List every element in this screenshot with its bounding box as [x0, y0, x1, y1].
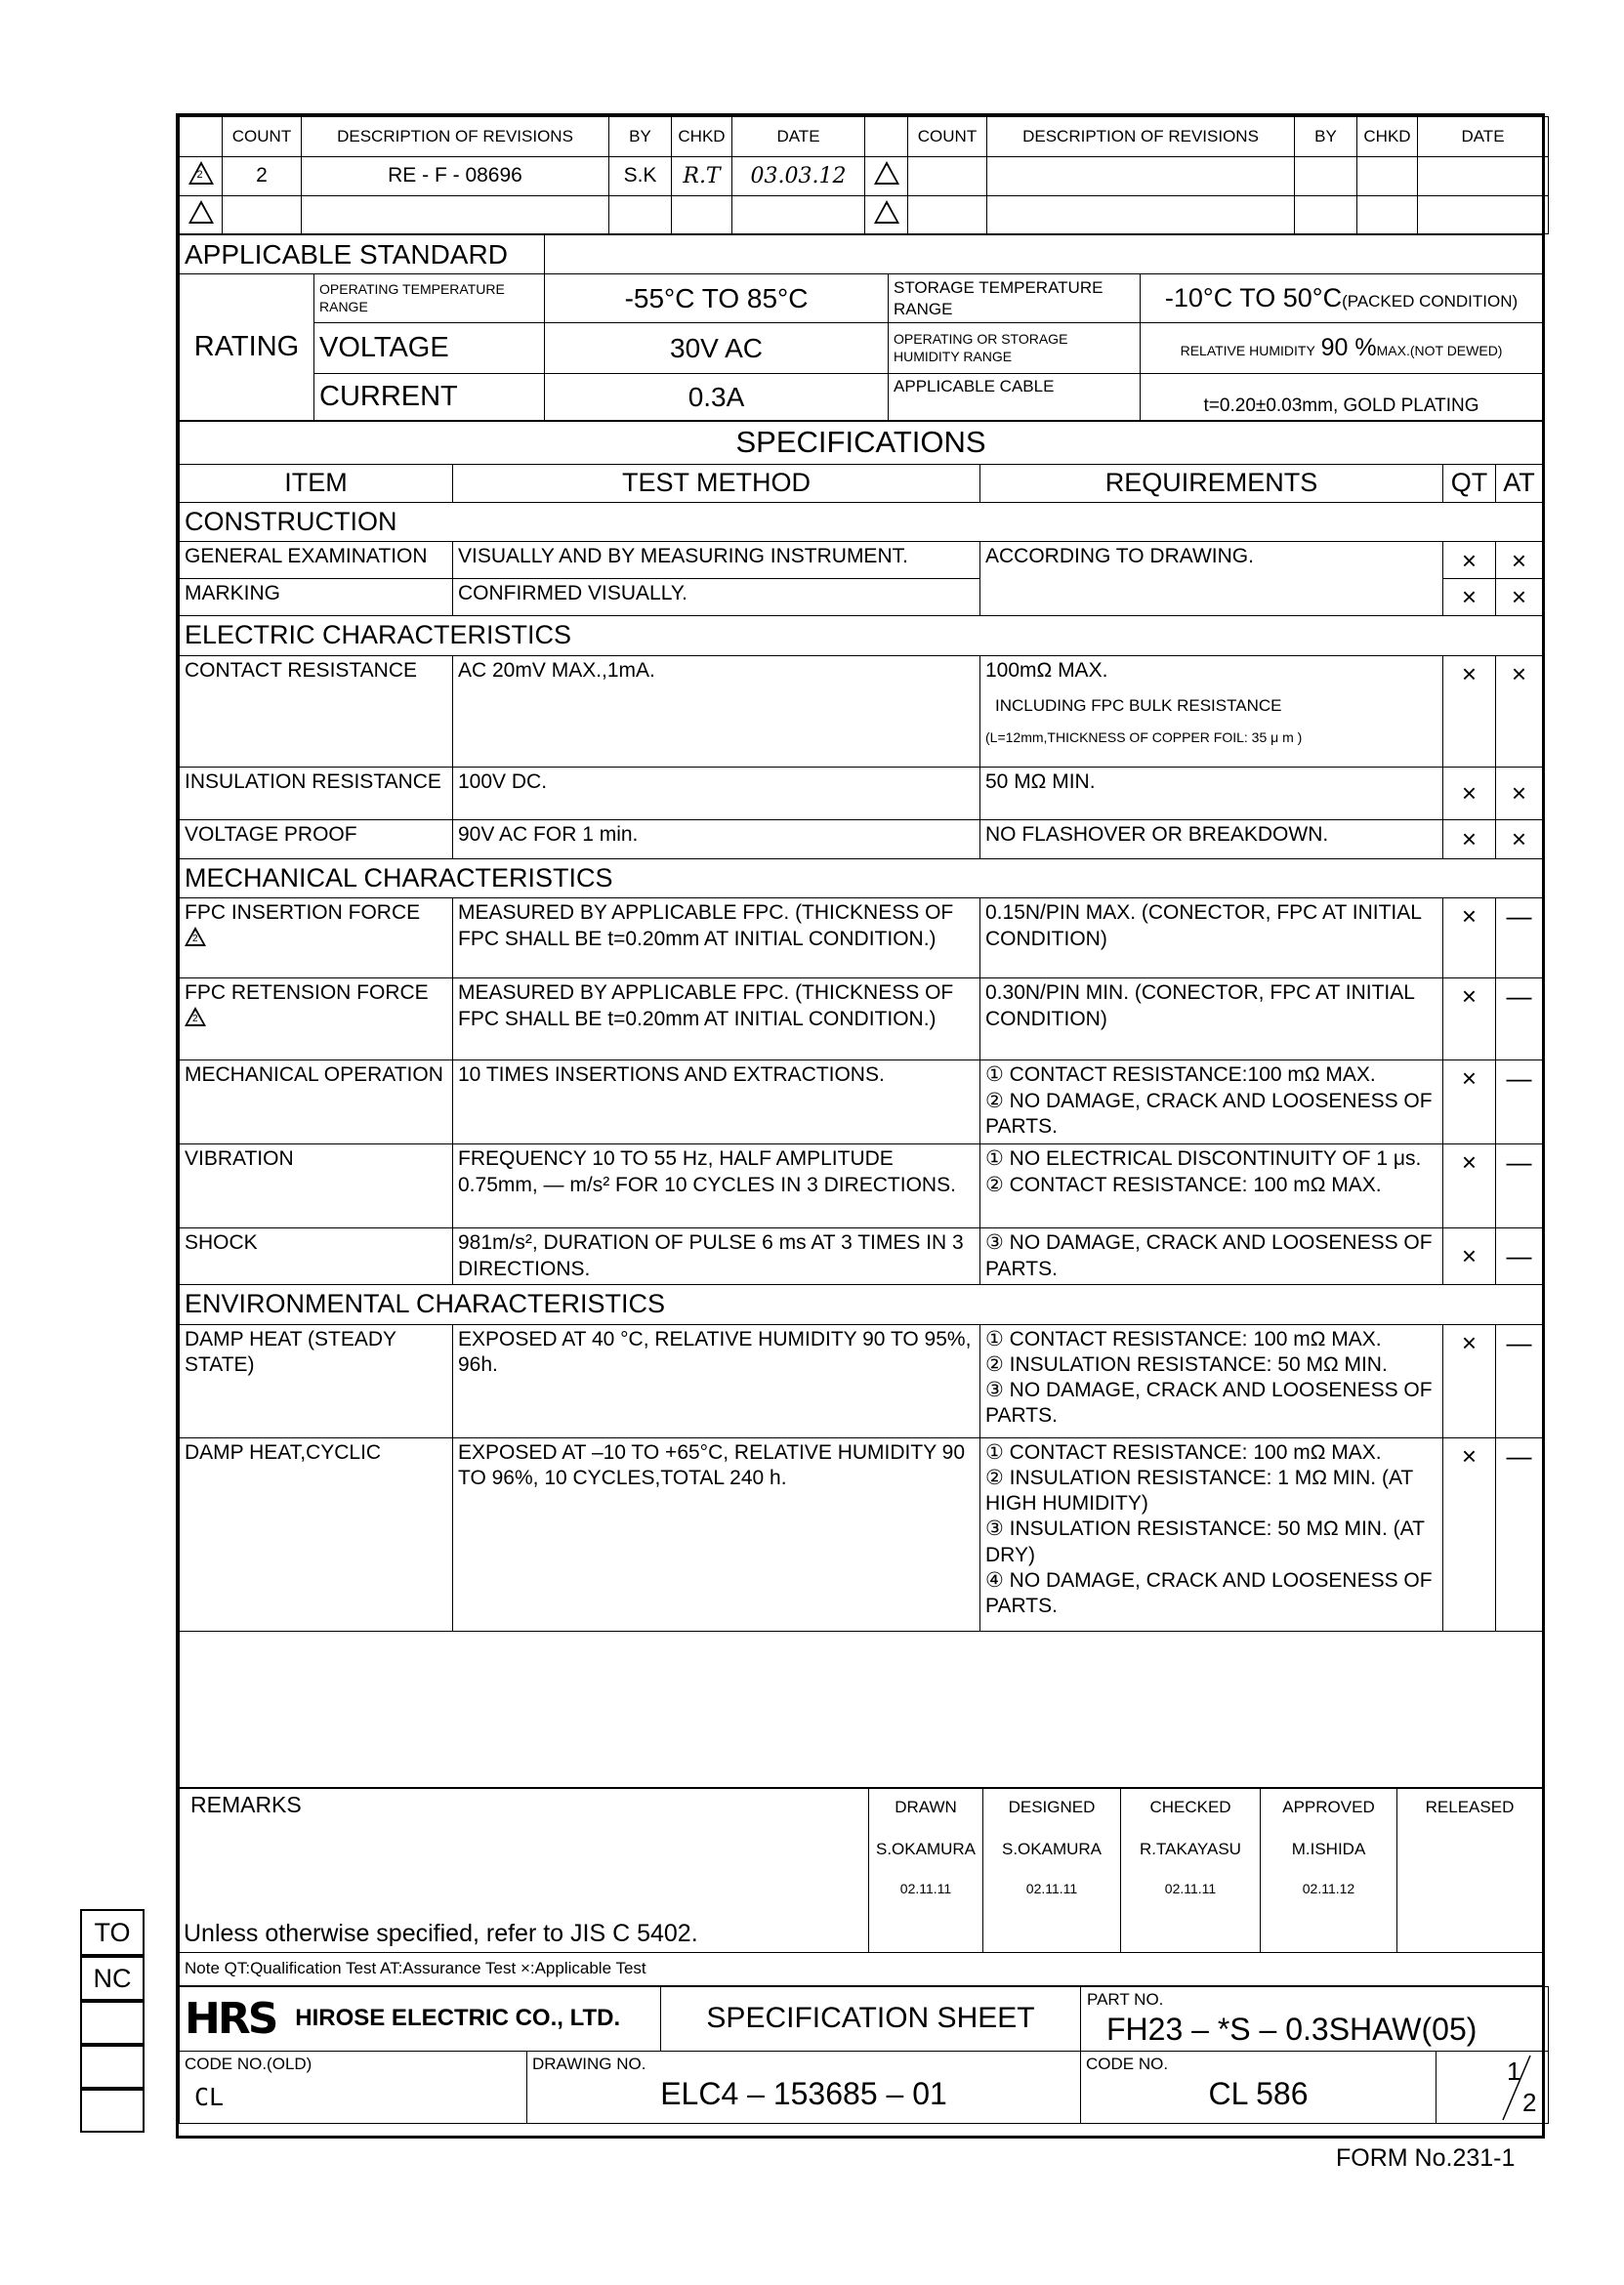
specifications-title: SPECIFICATIONS — [180, 422, 1543, 465]
specifications-table: SPECIFICATIONS ITEM TEST METHOD REQUIREMENTS QT AT CONSTRUCTION GENERAL EXAMINATION VISUALLY AND BY MEASURING INSTRUMENT. ACCORDING TO DRAWING. × × MARKING CONFIRMED VISUALLY. × × ELECTRIC CHARACTERISTICS CONTACT RESISTANCE AC 20mV MAX.,1mA. 100mΩ MAX. INCLUDING FPC BULK RESISTANCE (L=12mm,THICKNESS OF COPPER FOIL: 35 μ m ) × × INSULATION RESISTANCE 100V DC. 50 MΩ MIN. × × VOLTAGE PROOF 90V AC FOR 1 min. NO FLASHOVER OR BREAKDOWN. × × MECHANICAL CHARACTERISTICS FPC INSERTION FORCE 2 MEASURED BY APPLICABLE FPC. (THICKNESS OF FPC SHALL BE t=0.20mm AT INITIAL CONDITION.) 0.15N/PIN MAX. (CONECTOR, FPC AT INITIAL CONDITION) × — FPC RETENSION FORCE 2 MEASURED BY APPLICABLE FPC. (THICKNESS OF FPC SHALL BE t=0.20mm AT INITIAL CONDITION.) 0.30N/PIN MIN. (CONECTOR, FPC AT INITIAL CONDITION) × — MECHANICAL OPERATION 10 TIMES INSERTIONS AND EXTRACTIONS. ① CONTACT RESISTANCE:100 mΩ MAX. ② NO DAMAGE, CRACK AND LOOSENESS OF PARTS. × — VIBRATION FREQUENCY 10 TO 55 Hz, HALF AMPLITUDE 0.75mm, — m/s² FOR 10 CYCLES IN 3 DIRECTIONS. ① NO ELECTRICAL DISCONTINUITY OF 1 μs. ② CONTACT RESISTANCE: 100 mΩ MAX. × — SHOCK 981m/s², DURATION OF PULSE 6 ms AT 3 TIMES IN 3 DIRECTIONS. ③ NO DAMAGE, CRACK AND LOOSENESS OF PARTS. × — ENVIRONMENTAL CHARACTERISTICS DAMP HEAT (STEADY STATE) EXPOSED AT 40 °C, RELATIVE HUMIDITY 90 TO 95%, 96h. ① CONTACT RESISTANCE: 100 mΩ MAX. ② INSULATION RESISTANCE: 50 MΩ MIN. ③ NO DAMAGE, CRACK AND LOOSENESS OF PARTS. × — DAMP HEAT,CYCLIC EXPOSED AT –10 TO +65°C, RELATIVE HUMIDITY 90 TO 96%, 10 CYCLES,TOTAL 240 h. ① CONTACT RESISTANCE: 100 mΩ MAX. ② INSULATION RESISTANCE: 1 MΩ MIN. (AT HIGH HUMIDITY) ③ INSULATION RESISTANCE: 50 MΩ MIN. (AT DRY) ④ NO DAMAGE, CRACK AND LOOSENESS OF PARTS. × — — [179, 421, 1543, 1788]
rating-label: RATING — [180, 274, 314, 421]
qt-mark: × — [1443, 542, 1496, 579]
storage-temp-value: -10°C TO 50°C — [1164, 282, 1343, 312]
qt-mark: × — [1443, 978, 1496, 1060]
doc-type: SPECIFICATION SHEET — [661, 1986, 1081, 2051]
side-box-empty — [80, 2045, 145, 2089]
req-vibration: ① NO ELECTRICAL DISCONTINUITY OF 1 μs. — [985, 1147, 1422, 1171]
side-box-empty — [80, 2001, 145, 2045]
req-fpc-insertion-force: 0.15N/PIN MAX. (CONECTOR, FPC AT INITIAL CONDITION) — [980, 898, 1443, 978]
rev-header-description: DESCRIPTION OF REVISIONS — [987, 117, 1295, 157]
method-marking: CONFIRMED VISUALLY. — [453, 579, 980, 616]
at-mark: — — [1496, 1060, 1543, 1144]
col-qt: QT — [1443, 464, 1496, 502]
rev-header-by: BY — [1295, 117, 1357, 157]
code-old: CL — [194, 2083, 225, 2111]
qt-mark: × — [1443, 1437, 1496, 1631]
title-block — [179, 1986, 1549, 2124]
page-total: 2 — [1522, 2087, 1537, 2117]
revision-table — [179, 116, 1549, 234]
drawn-date: 02.11.11 — [899, 1881, 952, 1896]
qt-mark: × — [1443, 1228, 1496, 1285]
method-damp-heat: EXPOSED AT 40 °C, RELATIVE HUMIDITY 90 TO 95%, 96h. — [453, 1324, 980, 1437]
code-old-label: CODE NO.(OLD) — [185, 2054, 312, 2073]
cable-label: APPLICABLE CABLE — [889, 374, 1141, 421]
rev-header-count: COUNT — [908, 117, 987, 157]
part-no-label: PART NO. — [1087, 1989, 1164, 2009]
designed-name: S.OKAMURA — [1001, 1839, 1103, 1858]
part-no: FH23 – *S – 0.3SHAW(05) — [1106, 2011, 1478, 2047]
revision-triangle-icon: 2 — [188, 161, 214, 185]
remarks-approval-table — [179, 1788, 1543, 1986]
drawn-name: S.OKAMURA — [875, 1839, 977, 1858]
remarks-jis-note: Unless otherwise specified, refer to JIS C 5402. — [184, 1920, 698, 1948]
at-mark: — — [1496, 1437, 1543, 1631]
item-voltage-proof: VOLTAGE PROOF — [180, 819, 453, 858]
at-mark: × — [1496, 579, 1543, 616]
rev-header-by: BY — [609, 117, 672, 157]
op-temp-value: -55°C TO 85°C — [545, 274, 889, 323]
voltage-value: 30V AC — [545, 323, 889, 374]
rev-header-chkd: CHKD — [672, 117, 732, 157]
rev-chkd: R.T — [672, 156, 732, 196]
item-fpc-retension-force: FPC RETENSION FORCE — [185, 981, 429, 1005]
form-number: FORM No.231-1 — [1336, 2144, 1516, 2172]
req-damp-heat: ① CONTACT RESISTANCE: 100 mΩ MAX. — [985, 1327, 1382, 1350]
approved-name: M.ISHIDA — [1291, 1839, 1366, 1858]
item-damp-heat: DAMP HEAT (STEADY STATE) — [180, 1324, 453, 1437]
at-mark: × — [1496, 542, 1543, 579]
method-insulation-resistance: 100V DC. — [453, 767, 980, 819]
rev-header-date: DATE — [732, 117, 865, 157]
drawing-no: ELC4 – 153685 – 01 — [660, 2076, 947, 2111]
col-requirements: REQUIREMENTS — [980, 464, 1443, 502]
at-mark: — — [1496, 978, 1543, 1060]
item-vibration: VIBRATION — [180, 1144, 453, 1228]
page-number: 1 — [1507, 2056, 1521, 2086]
item-mechanical-operation: MECHANICAL OPERATION — [180, 1060, 453, 1144]
req-insulation-resistance: 50 MΩ MIN. — [980, 767, 1443, 819]
at-mark: — — [1496, 898, 1543, 978]
col-test-method: TEST METHOD — [453, 464, 980, 502]
current-label: CURRENT — [314, 374, 545, 421]
at-mark: — — [1496, 1324, 1543, 1437]
humidity-value-pre: RELATIVE HUMIDITY — [1180, 342, 1315, 358]
qt-mark: × — [1443, 898, 1496, 978]
item-fpc-insertion-force: FPC INSERTION FORCE — [185, 901, 421, 925]
rating-table — [179, 234, 1543, 421]
qt-mark: × — [1443, 1324, 1496, 1437]
cable-value: t=0.20±0.03mm, GOLD PLATING — [1141, 374, 1543, 421]
rev-date: 03.03.12 — [732, 156, 865, 196]
item-contact-resistance: CONTACT RESISTANCE — [180, 655, 453, 767]
released-label: RELEASED — [1425, 1797, 1515, 1816]
hrs-logo: HRS — [185, 1993, 276, 2044]
item-shock: SHOCK — [180, 1228, 453, 1285]
code-no: CL 586 — [1208, 2076, 1309, 2111]
method-voltage-proof: 90V AC FOR 1 min. — [453, 819, 980, 858]
rev-by: S.K — [609, 156, 672, 196]
method-shock: 981m/s², DURATION OF PULSE 6 ms AT 3 TIMES IN 3 DIRECTIONS. — [453, 1228, 980, 1285]
humidity-label: OPERATING OR STORAGE HUMIDITY RANGE — [889, 323, 1141, 374]
rev-description: RE - F - 08696 — [302, 156, 609, 196]
revision-triangle-icon: 2 — [185, 927, 206, 946]
method-general-examination: VISUALLY AND BY MEASURING INSTRUMENT. — [453, 542, 980, 579]
humidity-value: 90 % — [1320, 333, 1377, 361]
at-mark: × — [1496, 819, 1543, 858]
rev-count: 2 — [223, 156, 302, 196]
item-insulation-resistance: INSULATION RESISTANCE — [180, 767, 453, 819]
checked-date: 02.11.11 — [1164, 1881, 1217, 1896]
revision-triangle-icon — [874, 200, 899, 224]
drawing-no-label: DRAWING NO. — [532, 2054, 646, 2073]
checked-label: CHECKED — [1149, 1797, 1231, 1816]
revision-triangle-icon — [874, 161, 899, 185]
side-box-empty — [80, 2089, 145, 2133]
qt-mark: × — [1443, 1144, 1496, 1228]
qt-mark: × — [1443, 819, 1496, 858]
rev-header-count: COUNT — [223, 117, 302, 157]
side-box-to: TO — [80, 1909, 145, 1956]
specification-sheet — [176, 113, 1545, 2139]
revision-triangle-icon — [188, 200, 214, 224]
item-damp-heat-cyclic: DAMP HEAT,CYCLIC — [180, 1437, 453, 1631]
method-damp-heat-cyclic: EXPOSED AT –10 TO +65°C, RELATIVE HUMIDITY 90 TO 96%, 10 CYCLES,TOTAL 240 h. — [453, 1437, 980, 1631]
section-electric: ELECTRIC CHARACTERISTICS — [180, 615, 1543, 655]
section-environmental: ENVIRONMENTAL CHARACTERISTICS — [180, 1284, 1543, 1324]
revision-triangle-icon: 2 — [185, 1007, 206, 1026]
at-mark: × — [1496, 655, 1543, 767]
section-construction: CONSTRUCTION — [180, 502, 1543, 542]
designed-date: 02.11.11 — [1025, 1881, 1078, 1896]
at-mark: × — [1496, 767, 1543, 819]
item-marking: MARKING — [180, 579, 453, 616]
page-indicator — [1437, 2051, 1549, 2123]
note-legend: Note QT:Qualification Test AT:Assurance Test ×:Applicable Test — [180, 1952, 1543, 1985]
method-fpc-insertion-force: MEASURED BY APPLICABLE FPC. (THICKNESS OF FPC SHALL BE t=0.20mm AT INITIAL CONDITION.) — [453, 898, 980, 978]
section-mechanical: MECHANICAL CHARACTERISTICS — [180, 858, 1543, 898]
storage-temp-note: (PACKED CONDITION) — [1342, 291, 1519, 311]
drawn-label: DRAWN — [895, 1797, 957, 1816]
op-temp-label: OPERATING TEMPERATURE RANGE — [314, 274, 545, 323]
req-mechanical-operation: ① CONTACT RESISTANCE:100 mΩ MAX. — [985, 1063, 1376, 1087]
qt-mark: × — [1443, 767, 1496, 819]
col-item: ITEM — [180, 464, 453, 502]
method-mechanical-operation: 10 TIMES INSERTIONS AND EXTRACTIONS. — [453, 1060, 980, 1144]
designed-label: DESIGNED — [1008, 1797, 1096, 1816]
method-fpc-retension-force: MEASURED BY APPLICABLE FPC. (THICKNESS OF FPC SHALL BE t=0.20mm AT INITIAL CONDITION.) — [453, 978, 980, 1060]
qt-mark: × — [1443, 579, 1496, 616]
current-value: 0.3A — [545, 374, 889, 421]
req-voltage-proof: NO FLASHOVER OR BREAKDOWN. — [980, 819, 1443, 858]
at-mark: — — [1496, 1228, 1543, 1285]
req-fpc-retension-force: 0.30N/PIN MIN. (CONECTOR, FPC AT INITIAL CONDITION) — [980, 978, 1443, 1060]
method-contact-resistance: AC 20mV MAX.,1mA. — [453, 655, 980, 767]
item-general-examination: GENERAL EXAMINATION — [180, 542, 453, 579]
req-shock: ③ NO DAMAGE, CRACK AND LOOSENESS OF PARTS. — [980, 1228, 1443, 1285]
rev-header-description: DESCRIPTION OF REVISIONS — [302, 117, 609, 157]
req-damp-heat-cyclic: ① CONTACT RESISTANCE: 100 mΩ MAX. — [985, 1440, 1382, 1464]
req-contact-resistance: 100mΩ MAX. — [985, 658, 1108, 682]
qt-mark: × — [1443, 655, 1496, 767]
rev-header-date: DATE — [1418, 117, 1549, 157]
req-general-examination: ACCORDING TO DRAWING. — [980, 542, 1443, 616]
approved-label: APPROVED — [1282, 1797, 1375, 1816]
rev-header-chkd: CHKD — [1357, 117, 1418, 157]
voltage-label: VOLTAGE — [314, 323, 545, 374]
side-box-nc: NC — [80, 1956, 145, 2001]
col-at: AT — [1496, 464, 1543, 502]
code-no-label: CODE NO. — [1086, 2054, 1169, 2073]
at-mark: — — [1496, 1144, 1543, 1228]
humidity-value-post: MAX.(NOT DEWED) — [1376, 342, 1503, 358]
approved-date: 02.11.12 — [1302, 1881, 1355, 1896]
qt-mark: × — [1443, 1060, 1496, 1144]
remarks-title: REMARKS — [190, 1791, 302, 1817]
checked-name: R.TAKAYASU — [1140, 1839, 1241, 1858]
company-name: HIROSE ELECTRIC CO., LTD. — [295, 2005, 621, 2032]
method-vibration: FREQUENCY 10 TO 55 Hz, HALF AMPLITUDE 0.75mm, — m/s² FOR 10 CYCLES IN 3 DIRECTIONS. — [453, 1144, 980, 1228]
applicable-standard-title: APPLICABLE STANDARD — [180, 235, 545, 274]
storage-temp-label: STORAGE TEMPERATURE RANGE — [889, 274, 1141, 323]
